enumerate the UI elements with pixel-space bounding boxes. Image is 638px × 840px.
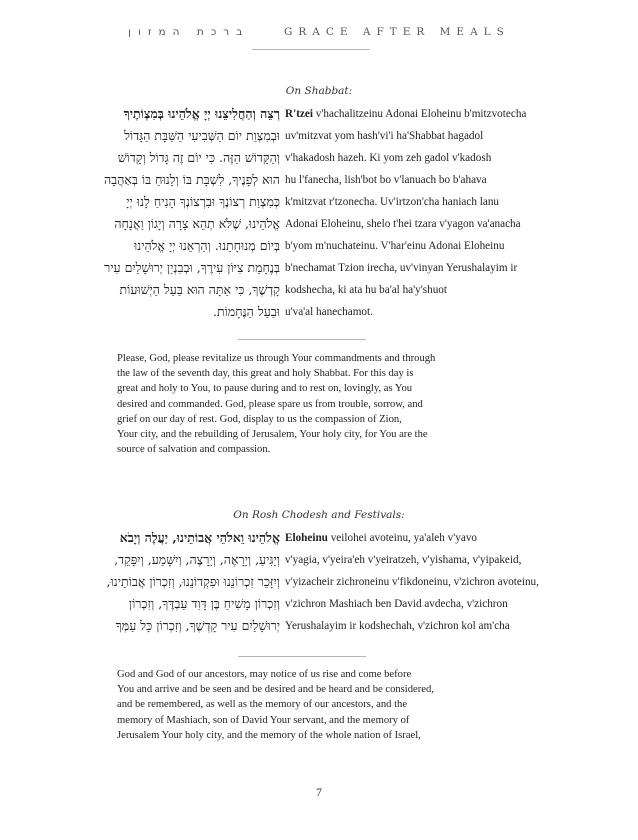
translit-line: b'yom m'nuchateinu. V'har'einu Adonai Eloheinu — [285, 240, 505, 252]
hebrew-line: אֱלֹהֵינוּ, שֶׁלֹּא תְהֵא צָרָה וְיָגוֹן וַאֲנָחָה — [114, 216, 280, 231]
translit-line — [285, 527, 585, 549]
translit-line: Adonai Eloheinu, shelo t'hei tzara v'yagon va'anacha — [285, 218, 521, 230]
english-line: source of salvation and compassion. — [117, 444, 271, 456]
shabbat-section-label: On Shabbat: — [285, 85, 353, 97]
english-line: grief on our day of rest. God, display to us the compassion of Zion, — [117, 413, 402, 425]
translit-lead-word: R'tzei — [285, 108, 313, 120]
translit-line: hu l'fanecha, lish'bot bo v'lanuach bo b'ahava — [285, 174, 487, 186]
hebrew-title: ברכת המזון — [128, 26, 250, 38]
translit-lead-word: Eloheinu — [285, 532, 328, 544]
english-line: Please, God, please revitalize us through Your commandments and through — [117, 353, 436, 364]
english-line: memory of Mashiach, son of David Your servant, and the memory of — [117, 714, 410, 726]
shabbat-english-translation — [117, 351, 477, 457]
hebrew-line: בְּיוֹם מְנוּחָתֵנוּ. וְהַרְאֵנוּ יְיָ אֱלֹהֵינוּ — [133, 238, 280, 253]
hebrew-line: וּבַעַל הַנֶּחָמוֹת. — [213, 304, 280, 319]
section-divider — [238, 339, 366, 340]
translit-line: k'mitzvat r'tzonecha. Uv'irtzon'cha haniach lanu — [285, 196, 500, 208]
hebrew-line: בְּנֶחָמַת צִיּוֹן עִירֶךָ, וּבְבִנְיַן יְרוּשָׁלַיִם עִיר — [104, 260, 280, 275]
hebrew-line: וְיַגִּיעַ, וְיֵרָאֶה, וְיֵרָצֶה, וְיִשָּׁמַע, וְיִפָּקֵד, — [114, 552, 280, 567]
rosh-chodesh-transliteration — [285, 527, 585, 637]
hebrew-line: וְיִזָּכֵר זִכְרוֹנֵנוּ וּפִקְדוֹנֵנוּ, וְזִכְרוֹן אֲבוֹתֵינוּ, — [106, 574, 280, 589]
page-header — [0, 26, 638, 38]
translit-line: Yerushalayim ir kodshechah, v'zichron kol am'cha — [285, 620, 510, 632]
rosh-chodesh-hebrew-text — [24, 527, 280, 637]
english-line: God and God of our ancestors, may notice of us rise and come before — [117, 669, 412, 680]
english-title: GRACE AFTER MEALS — [283, 26, 510, 38]
hebrew-line: אֱלֹהֵינוּ וֵאלֹהֵי אֲבוֹתֵינוּ, יַעֲלֶה וְיָבֹא — [119, 530, 280, 545]
english-line: You and arrive and be seen and be desired and be heard and be considered, — [117, 684, 434, 696]
english-line: Jerusalem Your holy city, and the memory of the whole nation of Israel, — [117, 729, 421, 741]
rosh-chodesh-section-label: On Rosh Chodesh and Festivals: — [233, 509, 405, 521]
translit-line — [285, 103, 585, 125]
rosh-chodesh-english-translation — [117, 667, 477, 743]
shabbat-hebrew-text — [24, 103, 280, 323]
translit-line: v'hakadosh hazeh. Ki yom zeh gadol v'kadosh — [285, 152, 492, 164]
english-line: great and holy to You, to pause during and to rest on, lovingly, as You — [117, 383, 413, 395]
translit-line: b'nechamat Tzion irecha, uv'vinyan Yerushalayim ir — [285, 262, 518, 274]
translit-line-rest: veilohei avoteinu, ya'aleh v'yavo — [327, 532, 478, 544]
section-divider — [238, 656, 366, 657]
english-line: desired and commanded. God, please spare us from trouble, sorrow, and — [117, 398, 423, 410]
hebrew-line: רְצֵה וְהַחֲלִיצֵנוּ יְיָ אֱלֹהֵינוּ בְּמִצְוֹתֶיךָ — [123, 106, 280, 121]
hebrew-line: וְהַקָּדוֹשׁ הַזֶּה. כִּי יוֹם זֶה גָּדוֹל וְקָדוֹשׁ — [117, 150, 280, 165]
hebrew-line: יְרוּשָׁלַיִם עִיר קָדְשֶׁךָ, וְזִכְרוֹן כָּל עַמְּךָ — [115, 618, 280, 633]
hebrew-line: וּבְמִצְוַת יוֹם הַשְּׁבִיעִי הַשַּׁבָּת הַגָּדוֹל — [124, 128, 280, 143]
translit-line-rest: v'hachalitzeinu Adonai Eloheinu b'mitzvotecha — [312, 108, 527, 120]
english-line: Your city, and the rebuilding of Jerusalem, Your holy city, for You are the — [117, 428, 428, 440]
hebrew-line: וְזִכְרוֹן מָשִׁיחַ בֶּן דָּוִד עַבְדֶּךָ, וְזִכְרוֹן — [128, 596, 280, 611]
hebrew-line: הוּא לְפָנֶיךָ, לִשְׁבָּת בּוֹ וְלָנוּחַ בּוֹ בְּאַהֲבָה — [103, 172, 280, 187]
translit-line: kodshecha, ki ata hu ba'al ha'y'shuot — [285, 284, 448, 296]
page-number: 7 — [316, 785, 322, 799]
hebrew-line: כְּמִצְוַת רְצוֹנֶךָ וּבִרְצוֹנְךָ הָנִיחַ לָנוּ יְיָ — [126, 194, 280, 209]
translit-line: v'zichron Mashiach ben David avdecha, v'zichron — [285, 598, 508, 610]
english-line: the law of the seventh day, this great and holy Shabbat. For this day is — [117, 368, 414, 380]
translit-line: v'yizacheir zichroneinu v'fikdoneinu, v'zichron avoteinu, — [285, 576, 539, 588]
hebrew-line: קָדְשֶׁךָ, כִּי אַתָּה הוּא בַּעַל הַיְשׁוּעוֹת — [119, 282, 280, 297]
translit-line: u'va'al hanechamot. — [285, 306, 373, 318]
header-divider — [252, 49, 370, 50]
translit-line: uv'mitzvat yom hash'vi'i ha'Shabbat hagadol — [285, 130, 484, 142]
translit-line: v'yagia, v'yeira'eh v'yeiratzeh, v'yishama, v'yipakeid, — [285, 554, 522, 566]
shabbat-transliteration — [285, 103, 585, 323]
english-line: and be remembered, as well as the memory of our ancestors, and the — [117, 699, 408, 711]
